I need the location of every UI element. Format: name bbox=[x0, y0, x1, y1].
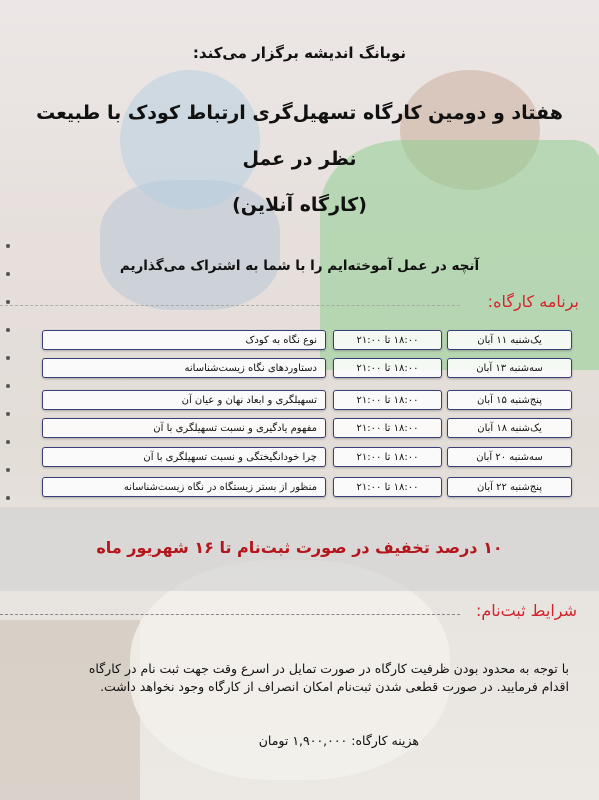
session-topic: دستاوردهای نگاه زیست‌شناسانه bbox=[42, 358, 326, 378]
session-topic: نوع نگاه به کودک bbox=[42, 330, 326, 350]
session-day: یک‌شنبه ۱۸ آبان bbox=[447, 418, 572, 438]
bullet-dot bbox=[6, 328, 10, 332]
divider bbox=[0, 614, 460, 615]
background-photo-shadow bbox=[0, 620, 140, 800]
session-day: سه‌شنبه ۲۰ آبان bbox=[447, 447, 572, 467]
session-time: ۱۸:۰۰ تا ۲۱:۰۰ bbox=[333, 358, 442, 378]
divider bbox=[0, 305, 460, 306]
session-time: ۱۸:۰۰ تا ۲۱:۰۰ bbox=[333, 477, 442, 497]
session-topic: تسهیلگری و ابعاد نهان و عیان آن bbox=[42, 390, 326, 410]
background-photo-child-hat bbox=[120, 70, 260, 210]
bullet-dot bbox=[6, 468, 10, 472]
session-day: پنج‌شنبه ۲۲ آبان bbox=[447, 477, 572, 497]
session-day: یک‌شنبه ۱۱ آبان bbox=[447, 330, 572, 350]
bullet-dot bbox=[6, 440, 10, 444]
session-topic: منظور از بستر زیستگاه در نگاه زیست‌شناسانه bbox=[42, 477, 326, 497]
registration-text-line-1: با توجه به محدود بودن ظرفیت کارگاه در صورت تمایل در اسرع وقت جهت ثبت نام در کارگاه bbox=[88, 661, 569, 676]
session-time: ۱۸:۰۰ تا ۲۱:۰۰ bbox=[333, 390, 442, 410]
bullet-dot bbox=[6, 272, 10, 276]
registration-text-line-2: اقدام فرمایید. در صورت قطعی شدن ثبت‌نام امکان انصراف از کارگاه وجود نخواهد داشت. bbox=[100, 679, 569, 694]
session-time: ۱۸:۰۰ تا ۲۱:۰۰ bbox=[333, 418, 442, 438]
bullet-dot bbox=[6, 244, 10, 248]
workshop-cost: هزینه کارگاه: ۱,۹۰۰,۰۰۰ تومان bbox=[258, 733, 419, 748]
session-topic: چرا خودانگیختگی و نسبت تسهیلگری با آن bbox=[42, 447, 326, 467]
bullet-dot bbox=[6, 356, 10, 360]
workshop-title-line-3: (کارگاه آنلاین) bbox=[232, 194, 367, 216]
discount-notice: ۱۰ درصد تخفیف در صورت ثبت‌نام تا ۱۶ شهریور ماه bbox=[96, 538, 503, 557]
tagline: آنچه در عمل آموخته‌ایم را با شما به اشتراک می‌گذاریم bbox=[119, 258, 480, 274]
workshop-title-line-2: نظر در عمل bbox=[242, 148, 357, 170]
session-time: ۱۸:۰۰ تا ۲۱:۰۰ bbox=[333, 330, 442, 350]
organizer-line: نوبانگ اندیشه برگزار می‌کند: bbox=[192, 44, 407, 62]
registration-heading: شرایط ثبت‌نام: bbox=[475, 601, 577, 620]
session-day: سه‌شنبه ۱۳ آبان bbox=[447, 358, 572, 378]
session-day: پنج‌شنبه ۱۵ آبان bbox=[447, 390, 572, 410]
bullet-dot bbox=[6, 300, 10, 304]
workshop-title-line-1: هفتاد و دومین کارگاه تسهیل‌گری ارتباط کودک با طبیعت bbox=[36, 102, 563, 124]
program-heading: برنامه کارگاه: bbox=[487, 292, 579, 311]
bullet-dot bbox=[6, 412, 10, 416]
session-topic: مفهوم یادگیری و نسبت تسهیلگری با آن bbox=[42, 418, 326, 438]
session-time: ۱۸:۰۰ تا ۲۱:۰۰ bbox=[333, 447, 442, 467]
bullet-dot bbox=[6, 384, 10, 388]
bullet-dot bbox=[6, 496, 10, 500]
